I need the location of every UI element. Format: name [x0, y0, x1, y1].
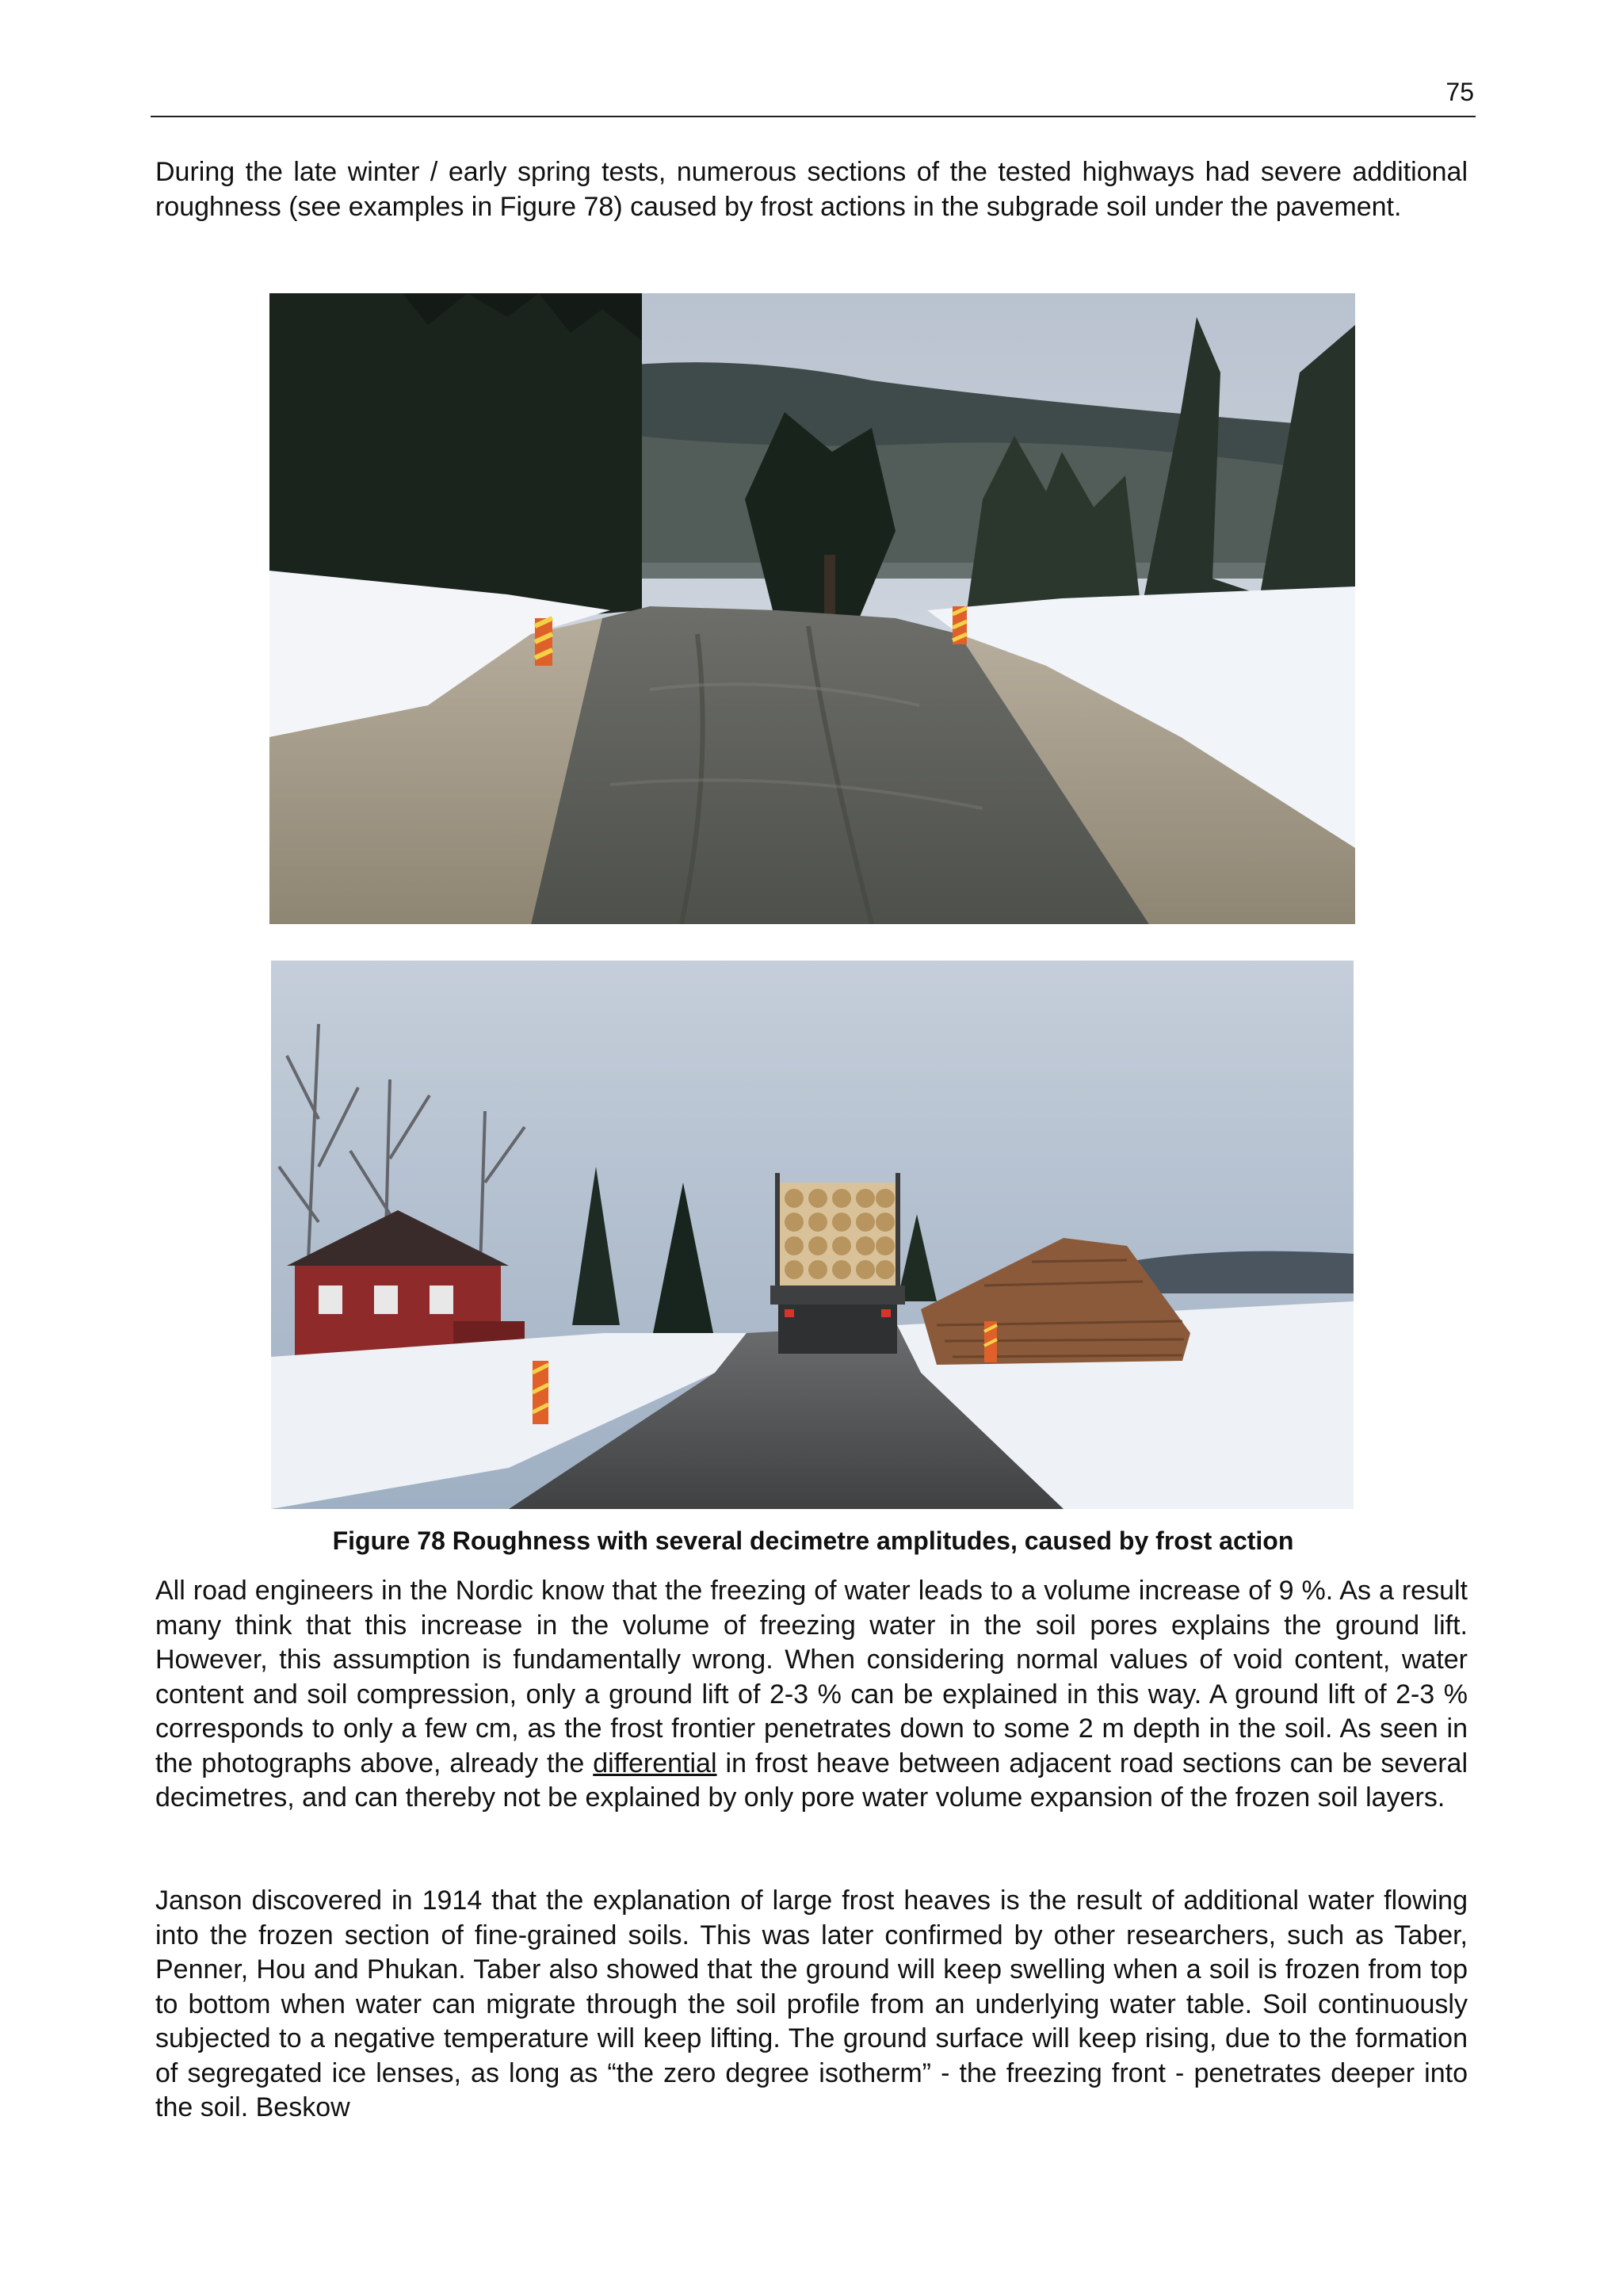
paragraph-2-text-after: in frost heave between adjacent road sections can be several decimetres, and can thereby not be explained by only pore water volume expansion of the frozen soil layers. [155, 1748, 1468, 1813]
body-paragraph-2 [155, 1574, 1468, 1816]
figure-photo-timber-truck [271, 961, 1354, 1509]
forest-road-illustration [269, 293, 1355, 924]
header-rule [151, 116, 1476, 117]
figure-caption: Figure 78 Roughness with several decimetre amplitudes, caused by frost action [332, 1526, 1294, 1555]
figure-photo-forest-road [269, 293, 1355, 924]
paragraph-2-text-before: All road engineers in the Nordic know that the freezing of water leads to a volume increase of 9 %. As a result many think that this increase in the volume of freezing water in the soil pores explains the ground lift. However, this assumption is fundamentally wrong. When considering normal values of void content, water content and soil compression, only a ground lift of 2-3 % can be explained in this way. A ground lift of 2-3 % corresponds to only a few cm, as the frost frontier penetrates down to some 2 m depth in the soil. As seen in the photographs above, already the [155, 1576, 1468, 1778]
body-paragraph-3: Janson discovered in 1914 that the explanation of large frost heaves is the result of additional water flowing into the frozen section of fine-grained soils. This was later confirmed by other researchers, such as Taber, Penner, Hou and Phukan. Taber also showed that the ground will keep swelling when a soil is frozen from top to bottom when water can migrate through the soil profile from an underlying water table. Soil continuously subjected to a negative temperature will keep lifting. The ground surface will keep rising, due to the formation of segregated ice lenses, as long as “the zero degree isotherm” - the freezing front - penetrates deeper into the soil. Beskow [155, 1885, 1468, 2122]
underlined-term-differential: differential [593, 1748, 717, 1778]
page-number: 75 [1445, 78, 1474, 106]
timber-truck-illustration [271, 961, 1354, 1509]
intro-paragraph: During the late winter / early spring tests, numerous sections of the tested highways had severe additional roughness (see examples in Figure 78) caused by frost actions in the subgrade soil under the pavement. [155, 157, 1468, 222]
